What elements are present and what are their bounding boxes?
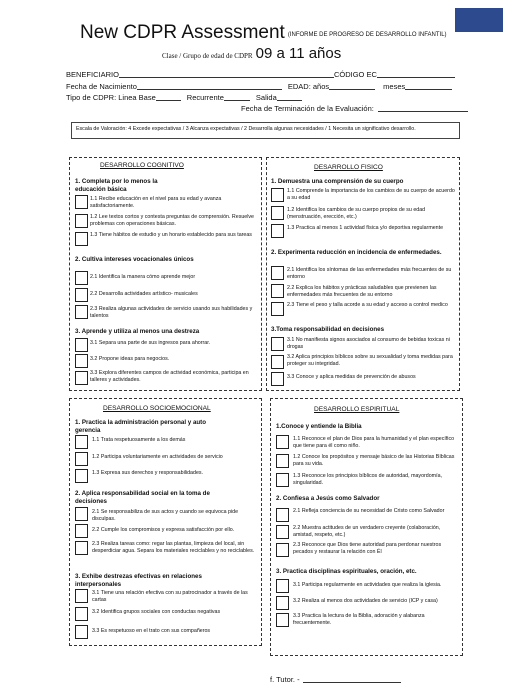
item-esp-2-1: 2.1 Refleja conciencia de su necesidad de Cristo como Salvador	[293, 508, 445, 514]
fisico-box	[266, 157, 460, 391]
item-cog-1-2: 1.2 Lee textos cortos y contesta preguntas de comprensión. Resuelve problemas con operaciones básicas.	[90, 214, 255, 228]
item-cog-2-1: 2.1 Identifica la manera cómo aprende mejor	[90, 274, 196, 280]
checkbox-soc-1-1[interactable]	[75, 435, 88, 449]
edad-label: EDAD: años	[287, 82, 330, 91]
cognitivo-box	[69, 157, 262, 391]
item-cog-2-3: 2.3 Realiza algunas actividades de servicio usando sus habilidades y talentos	[90, 306, 253, 320]
fecha-term-label: Fecha de Terminación de la Evaluación:	[241, 104, 374, 113]
item-soc-1-3: 1.3 Expresa sus derechos y responsabilidades.	[92, 470, 204, 476]
checkbox-soc-3-2[interactable]	[75, 607, 88, 621]
linea-base-field[interactable]	[156, 93, 181, 101]
checkbox-esp-3-2[interactable]	[276, 596, 289, 610]
checkbox-cog-3-2[interactable]	[75, 354, 88, 368]
tutor-signature-field[interactable]	[303, 675, 401, 683]
codigo-field[interactable]	[377, 70, 455, 78]
item-fis-2-2: 2.2 Explica los hábitos y prácticas saludables que previenen las enfermedades más frecuentes de su entorno	[287, 285, 437, 299]
checkbox-esp-2-2[interactable]	[276, 525, 289, 539]
item-fis-3-3: 3.3 Conoce y aplica medidas de prevención de abusos	[287, 374, 416, 380]
item-soc-3-1: 3.1 Tiene una relación efectiva con su patrocinador a través de las cartas	[92, 590, 248, 604]
checkbox-cog-1-3[interactable]	[75, 232, 88, 246]
beneficiario-label: BENEFICIARIO	[66, 70, 119, 79]
tipo-row	[66, 93, 302, 102]
salida-field[interactable]	[277, 93, 302, 101]
tutor-label: f. Tutor. -	[270, 675, 300, 684]
checkbox-esp-3-3[interactable]	[276, 613, 289, 627]
salida-label: Salida	[255, 93, 277, 102]
fecha-nac-field[interactable]	[137, 82, 282, 90]
item-esp-1-2: 1.2 Conoce los propósitos y mensaje básico de las Historias Bíblicas para su vida.	[293, 454, 455, 468]
item-cog-3-3: 3.3 Explora diferentes campos de actividad económica, participa en talleres y actividades.	[90, 370, 249, 384]
checkbox-fis-3-3[interactable]	[271, 372, 284, 386]
checkbox-fis-1-1[interactable]	[271, 188, 284, 202]
item-esp-1-1: 1.1 Reconoce el plan de Dios para la humanidad y el plan específico que tiene para él como niño.	[293, 436, 455, 450]
checkbox-cog-3-1[interactable]	[75, 338, 88, 352]
item-esp-1-3: 1.3 Reconoce los principios bíblicos de autoridad, mayordomía, singularidad.	[293, 473, 442, 487]
title-subtitle: (INFORME DE PROGRESO DE DESARROLLO INFANTIL)	[287, 32, 447, 38]
checkbox-esp-1-1[interactable]	[276, 435, 289, 449]
checkbox-fis-2-1[interactable]	[271, 266, 284, 280]
checkbox-soc-3-3[interactable]	[75, 625, 88, 639]
checkbox-cog-2-1[interactable]	[75, 271, 88, 285]
fisico-section-3: 3.Toma responsabilidad en decisiones	[271, 326, 385, 333]
checkbox-soc-1-3[interactable]	[75, 469, 88, 483]
checkbox-soc-3-1[interactable]	[75, 589, 88, 603]
checkbox-cog-1-2[interactable]	[75, 214, 88, 228]
fecha-nac-label: Fecha de Nacimiento	[66, 82, 137, 91]
fisico-section-1: 1. Demuestra una comprensión de su cuerpo	[271, 178, 404, 185]
checkbox-fis-3-2[interactable]	[271, 355, 284, 369]
espiritual-section-3: 3. Practica disciplinas espirituales, oración, etc.	[276, 568, 417, 575]
item-esp-2-2: 2.2 Muestra actitudes de un verdadero creyente (colaboración, amistad, respeto, etc.)	[293, 525, 441, 539]
cognitivo-section-3: 3. Aprende y utiliza al menos una destreza	[75, 328, 200, 335]
checkbox-fis-1-3[interactable]	[271, 224, 284, 238]
fisico-section-2: 2. Experimenta reducción en incidencia de enfermedades.	[271, 249, 442, 256]
checkbox-soc-1-2[interactable]	[75, 452, 88, 466]
item-esp-3-2: 3.2 Realiza al menos dos actividades de servicio (ICP y casa)	[293, 598, 438, 604]
item-soc-2-1: 2.1 Se responsabiliza de sus actos y cuando se equivoca pide disculpas.	[92, 509, 239, 523]
checkbox-fis-3-1[interactable]	[271, 337, 284, 351]
item-cog-1-1: 1.1 Recibe educación en el nivel para su edad y avanza satisfactoriamente.	[90, 196, 222, 210]
socio-section-3: 3. Exhibe destrezas efectivas en relaciones interpersonales	[75, 573, 202, 588]
checkbox-cog-2-2[interactable]	[75, 288, 88, 302]
recurrente-field[interactable]	[224, 93, 250, 101]
checkbox-esp-2-3[interactable]	[276, 543, 289, 557]
age-range: 09 a 11 años	[255, 45, 342, 62]
socio-section-1: 1. Practica la administración personal y auto gerencia	[75, 419, 207, 434]
checkbox-fis-1-2[interactable]	[271, 206, 284, 220]
codigo-label: CÓDIGO EC	[333, 70, 377, 79]
espiritual-section-2: 2. Confiesa a Jesús como Salvador	[276, 495, 380, 502]
rating-scale: Escala de Valoración: 4 Excede expectativas / 3 Alcanza expectativas / 2 Desarrolla algunas necesidades / 1 Necesita un significativo desarrollo.	[71, 122, 460, 139]
fecha-term-field[interactable]	[378, 104, 468, 112]
cognitivo-section-1: 1. Completa por lo menos la educación básica	[75, 178, 158, 193]
item-soc-1-1: 1.1 Trata respetuosamente a los demás	[92, 437, 186, 443]
checkbox-cog-2-3[interactable]	[75, 305, 88, 319]
item-esp-3-3: 3.3 Practica la lectura de la Biblia, adoración y alabanza frecuentemente.	[293, 613, 425, 627]
item-soc-1-2: 1.2 Participa voluntariamente en actividades de servicio	[92, 454, 223, 460]
age-group-line	[162, 45, 341, 62]
meses-field[interactable]	[405, 82, 452, 90]
item-cog-3-1: 3.1 Separa una parte de sus ingresos para ahorrar.	[90, 340, 211, 346]
tutor-signature-row	[270, 675, 401, 684]
checkbox-fis-2-3[interactable]	[271, 302, 284, 316]
checkbox-esp-1-3[interactable]	[276, 473, 289, 487]
item-fis-1-2: 1.2 Identifica los cambios de su cuerpo propios de su edad (menstruación, erección, etc.)	[287, 207, 426, 221]
cognitivo-section-2: 2. Cultiva intereses vocacionales únicos	[75, 256, 194, 263]
item-fis-2-1: 2.1 Identifica los síntomas de las enfermedades más frecuentes de su entorno	[287, 267, 452, 281]
item-esp-3-1: 3.1 Participa regularmente en actividades que realiza la iglesia.	[293, 582, 442, 588]
item-fis-1-3: 1.3 Practica al menos 1 actividad física y/o deportiva regularmente	[287, 225, 444, 231]
cognitivo-heading: DESARROLLO COGNITIVO	[100, 162, 184, 169]
item-soc-2-3: 2.3 Realiza tareas como: regar las plantas, limpieza del local, sin desperdiciar agua. Separa los materiales reciclables y no reciclables.	[92, 541, 255, 555]
espiritual-heading: DESARROLLO ESPIRITUAL	[314, 406, 400, 413]
checkbox-cog-1-1[interactable]	[75, 195, 88, 209]
item-soc-2-2: 2.2 Cumple los compromisos y expresa satisfacción por ello.	[92, 527, 235, 533]
espiritual-box	[270, 398, 463, 656]
socio-section-2: 2. Aplica responsabilidad social en la toma de decisiones	[75, 490, 210, 505]
beneficiario-field[interactable]	[119, 70, 334, 78]
meses-label: meses	[383, 82, 406, 91]
checkbox-esp-1-2[interactable]	[276, 454, 289, 468]
item-fis-1-1: 1.1 Comprende la importancia de los cambios de su cuerpo de acuerdo a su edad	[287, 188, 455, 202]
checkbox-esp-3-1[interactable]	[276, 579, 289, 593]
checkbox-esp-2-1[interactable]	[276, 508, 289, 522]
item-cog-2-2: 2.2 Desarrolla actividades artístico- musicales	[90, 291, 198, 297]
item-soc-3-2: 3.2 Identifica grupos sociales con conductas negativas	[92, 609, 221, 615]
checkbox-cog-3-3[interactable]	[75, 371, 88, 385]
fecha-row	[66, 82, 452, 91]
checkbox-soc-2-2[interactable]	[75, 524, 88, 538]
item-fis-3-2: 3.2 Aplica principios bíblicos sobre su sexualidad y toma medidas para proteger su integridad.	[287, 354, 453, 368]
item-fis-3-1: 3.1 No manifiesta signos asociados al consumo de bebidas toxicas ni drogas	[287, 337, 450, 351]
item-fis-2-3: 2.3 Tiene el peso y talla acorde a su edad y acceso a control medico	[287, 302, 448, 308]
espiritual-section-1: 1.Conoce y entiende la Biblia	[276, 423, 362, 430]
item-cog-1-3: 1.3 Tiene hábitos de estudio y un horario establecido para sus tareas	[90, 232, 252, 238]
fecha-terminacion-row	[241, 104, 468, 113]
organization-logo	[455, 8, 503, 32]
tipo-label: Tipo de CDPR: Linea Base	[66, 93, 156, 102]
checkbox-soc-2-1[interactable]	[75, 507, 88, 521]
checkbox-soc-2-3[interactable]	[75, 541, 88, 555]
item-soc-3-3: 3.3 Es respetuoso en el trato con sus compañeros	[92, 628, 211, 634]
clase-label: Clase / Grupo de edad de CDPR	[162, 52, 253, 60]
recurrente-label: Recurrente	[186, 93, 224, 102]
item-esp-2-3: 2.3 Reconoce que Dios tiene autoridad para perdonar nuestros pecados y restaurar la relación con Él	[293, 542, 442, 556]
title-text: New CDPR Assessment	[80, 22, 285, 43]
socio-box	[69, 398, 262, 646]
fisico-heading: DESARROLLO FISICO	[314, 164, 383, 171]
beneficiario-row	[66, 70, 455, 79]
edad-field[interactable]	[329, 82, 375, 90]
socio-heading: DESARROLLO SOCIOEMOCIONAL	[103, 405, 211, 412]
item-cog-3-2: 3.2 Propone ideas para negocios.	[90, 356, 170, 362]
page-title	[80, 22, 447, 44]
checkbox-fis-2-2[interactable]	[271, 284, 284, 298]
